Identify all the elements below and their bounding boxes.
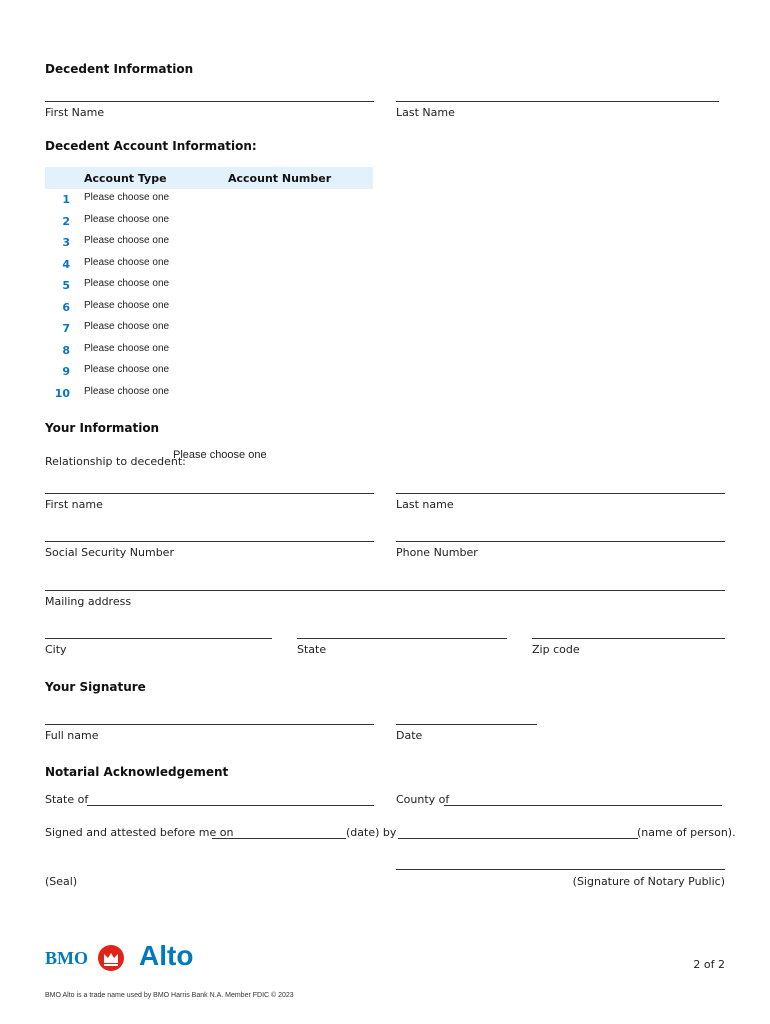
account-row-number: 7 [62,322,70,335]
your-last-name-label: Last name [396,498,454,511]
county-of-label: County of [396,793,450,806]
your-first-name-field[interactable] [45,493,374,494]
account-number-field[interactable] [228,320,368,336]
notary-county-field[interactable] [444,805,722,806]
account-number-field[interactable] [228,213,368,229]
account-number-field[interactable] [228,234,368,250]
ssn-label: Social Security Number [45,546,174,559]
account-type-select[interactable]: Please choose one [84,321,170,332]
account-row-number: 4 [62,257,70,271]
full-name-field[interactable] [45,724,374,725]
mailing-address-field[interactable] [45,590,725,591]
account-row-number: 9 [62,365,70,378]
accounts-heading: Decedent Account Information: [45,139,257,153]
page-number: 2 of 2 [693,958,725,971]
account-number-field[interactable] [228,342,368,358]
relationship-label: Relationship to decedent: [45,455,186,468]
signed-attested-label: Signed and attested before me on [45,826,234,839]
alto-wordmark: Alto [139,940,194,971]
phone-field[interactable] [396,541,725,542]
account-number-field[interactable] [228,363,368,379]
decedent-heading: Decedent Information [45,62,194,76]
relationship-select[interactable]: Please choose one [173,449,267,461]
full-name-label: Full name [45,729,99,742]
name-of-person-label: (name of person). [637,826,736,839]
account-row-number: 2 [62,214,70,228]
account-type-select[interactable]: Please choose one [84,192,170,203]
seal-label: (Seal) [45,875,78,888]
decedent-first-name-field[interactable] [45,101,374,102]
account-type-select[interactable]: Please choose one [84,385,170,397]
account-row-number: 6 [62,300,70,314]
decedent-last-name-field[interactable] [396,101,719,102]
account-row-number: 10 [54,386,70,400]
city-label: City [45,643,67,656]
account-type-select[interactable]: Please choose one [84,278,170,289]
zip-field[interactable] [532,638,725,639]
notary-person-name-field[interactable] [398,838,638,839]
city-field[interactable] [45,638,272,639]
signature-heading: Your Signature [45,680,146,694]
your-last-name-field[interactable] [396,493,725,494]
notary-state-field[interactable] [87,805,374,806]
account-row-number: 8 [62,343,70,357]
ssn-field[interactable] [45,541,374,542]
account-number-field[interactable] [228,299,368,315]
mailing-address-label: Mailing address [45,595,132,608]
notary-signature-label: (Signature of Notary Public) [572,875,725,888]
account-row-number: 3 [62,236,70,249]
state-label: State [297,643,327,656]
bmo-roundel-icon [97,944,125,972]
decedent-first-name-label: First Name [45,106,105,119]
phone-label: Phone Number [396,546,478,559]
account-type-select[interactable]: Please choose one [84,364,170,375]
your-first-name-label: First name [45,498,103,511]
your-info-heading: Your Information [45,421,160,435]
signature-date-label: Date [396,729,423,742]
signature-date-field[interactable] [396,724,537,725]
zip-label: Zip code [532,643,580,656]
account-type-header: Account Type [84,172,167,185]
accounts-table-header [45,167,373,189]
notary-date-field[interactable] [212,838,346,839]
account-row-number: 1 [62,193,70,206]
state-field[interactable] [297,638,507,639]
bmo-wordmark: BMO [45,948,88,968]
account-type-select[interactable]: Please choose one [84,235,170,246]
account-number-field[interactable] [228,191,368,207]
decedent-last-name-label: Last Name [396,106,455,119]
account-number-field[interactable] [228,277,368,293]
account-type-select[interactable]: Please choose one [84,342,170,354]
footer-disclaimer: BMO Alto is a trade name used by BMO Harris Bank N.A. Member FDIC © 2023 [45,992,294,999]
notary-signature-field[interactable] [396,869,725,870]
account-number-field[interactable] [228,385,368,401]
account-type-select[interactable]: Please choose one [84,299,170,311]
account-type-select[interactable]: Please choose one [84,213,170,225]
account-number-header: Account Number [228,172,332,185]
date-by-label: (date) by [346,826,397,839]
account-type-select[interactable]: Please choose one [84,256,170,268]
account-row-number: 5 [62,279,70,292]
account-number-field[interactable] [228,256,368,272]
notary-heading: Notarial Acknowledgement [45,765,229,779]
state-of-label: State of [45,793,89,806]
